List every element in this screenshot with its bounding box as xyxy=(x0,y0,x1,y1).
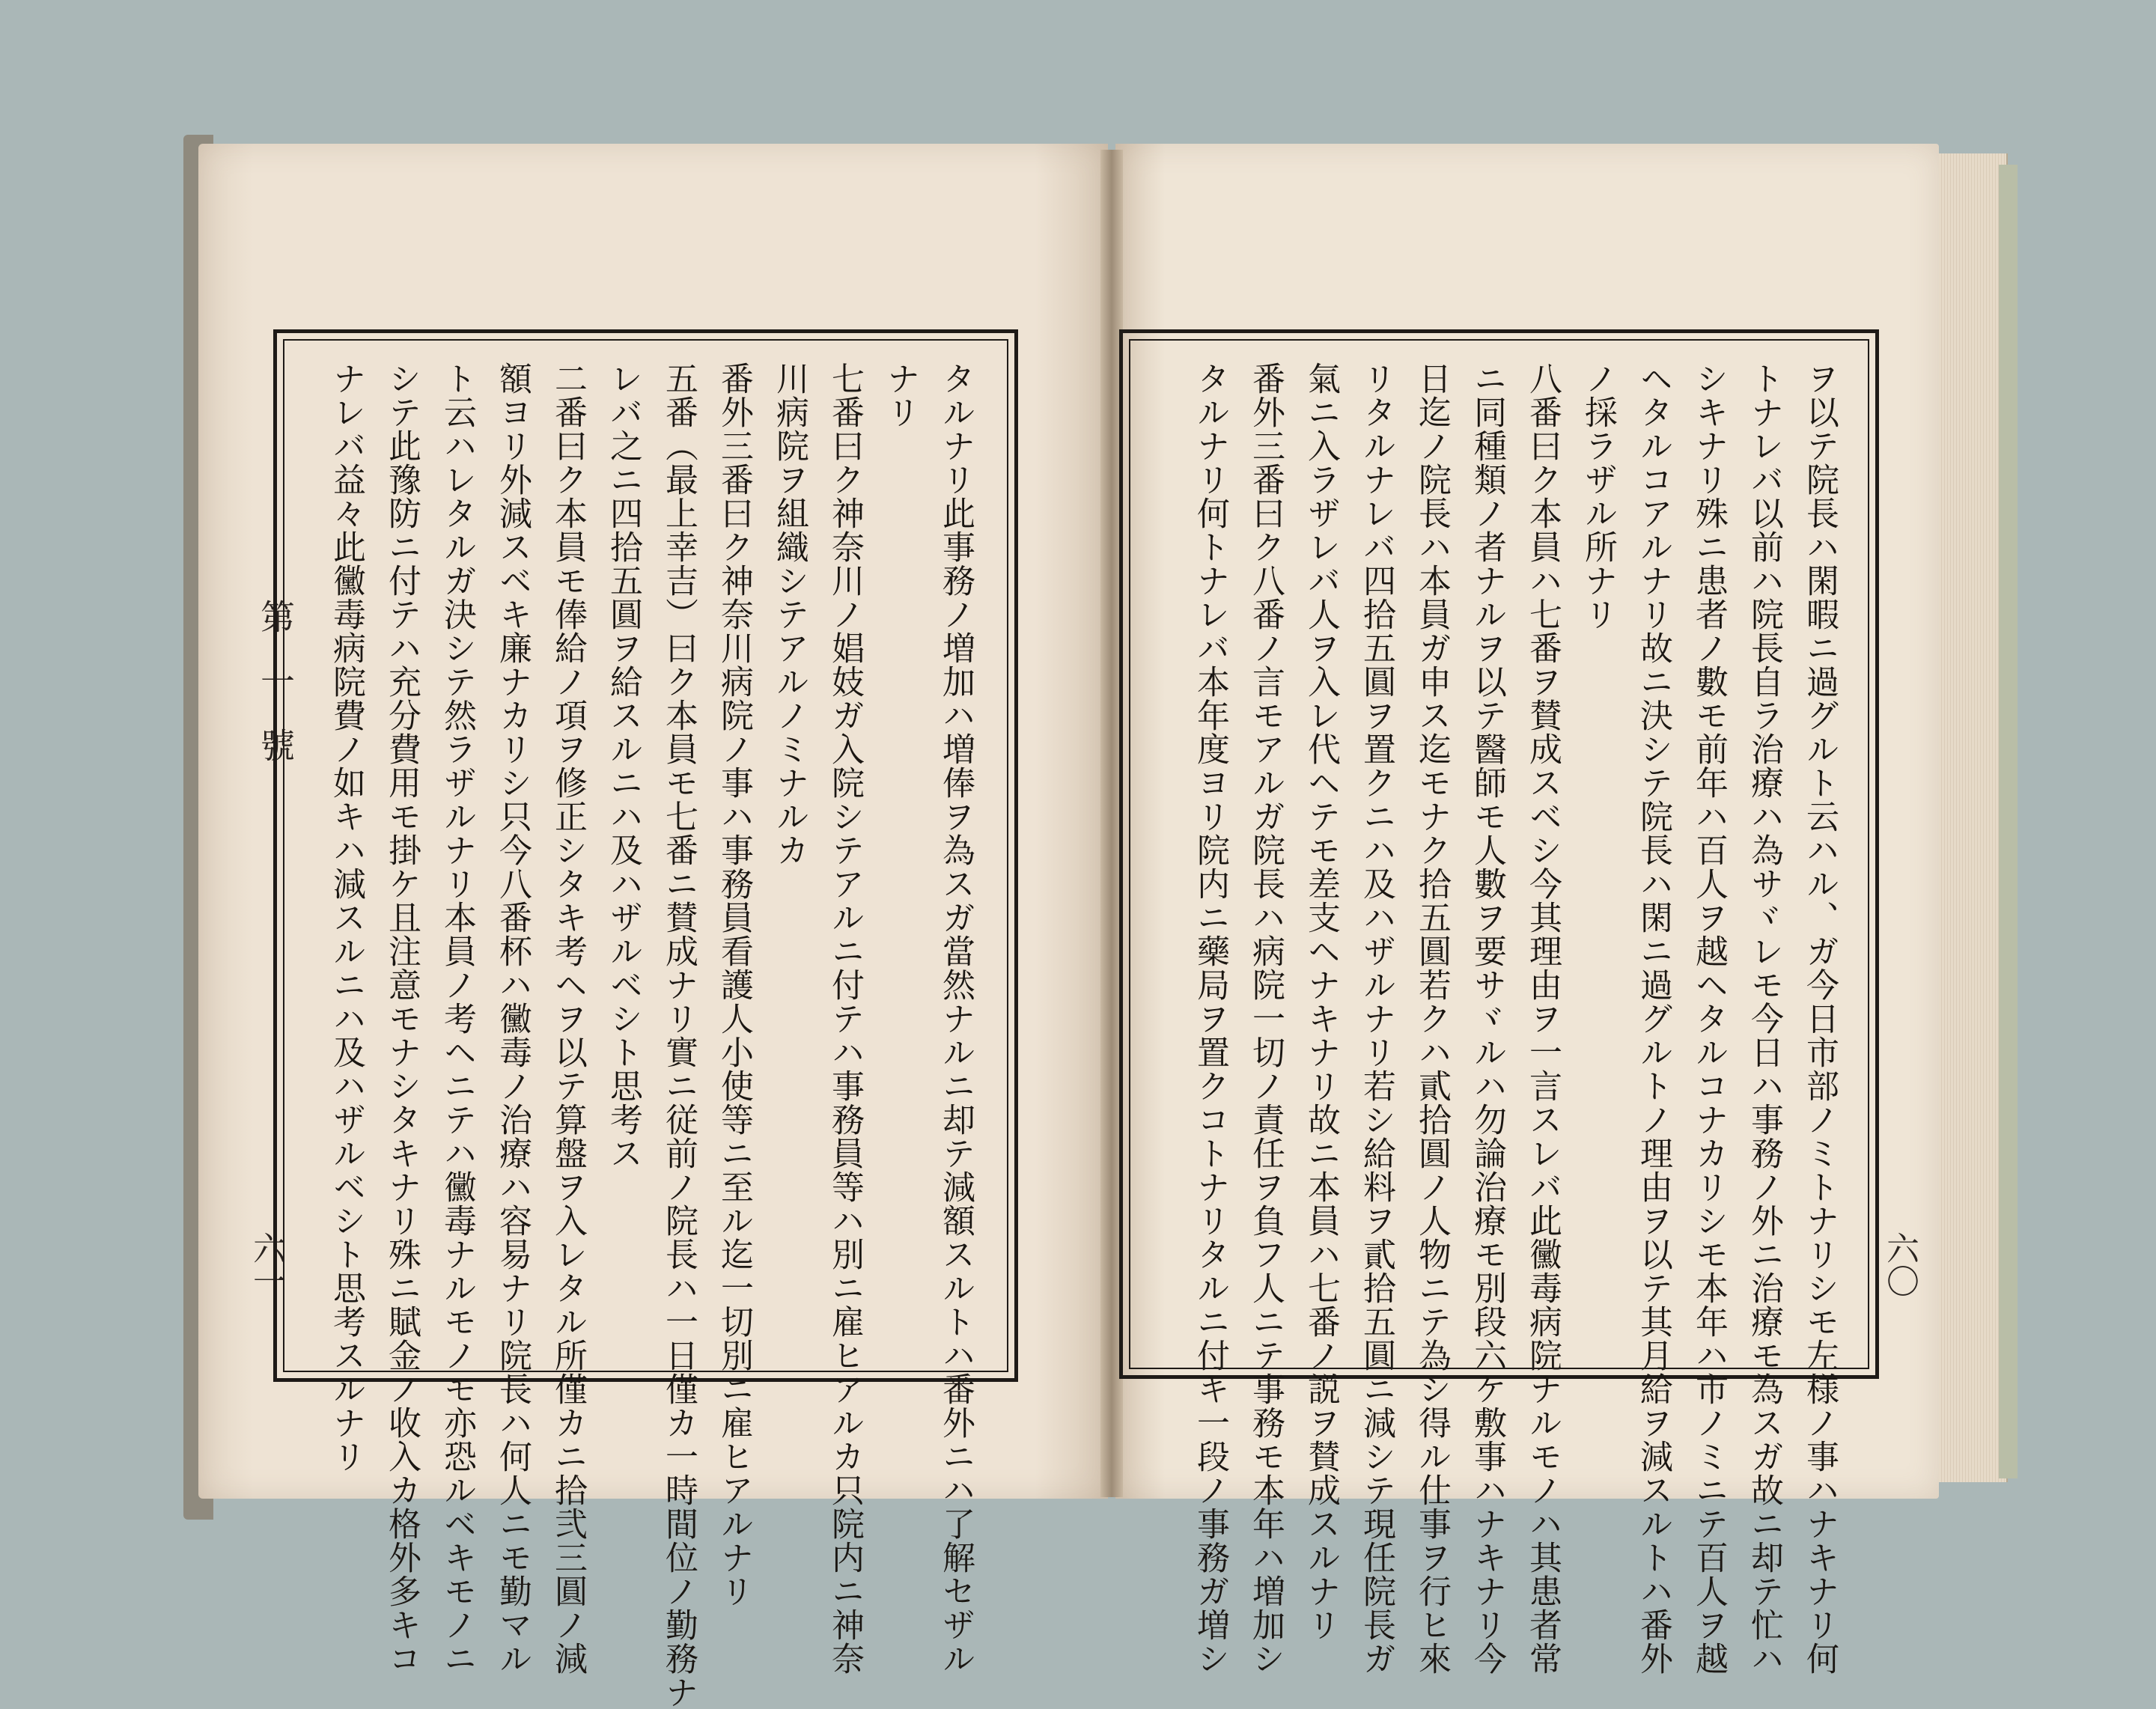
text-line: ニ同種類ノ者ナルヲ以テ醫師モ人數ヲ要サヾルハ勿論治療モ別段六ケ敷事ハナキナリ今 xyxy=(1468,362,1506,1675)
book-cover-right xyxy=(1999,165,2018,1478)
text-line: 額ヨリ外減スベキ廉ナカリシ只今八番杯ハ黴毒ノ治療ハ容易ナリ院長ハ何人ニモ勤マル xyxy=(493,362,532,1675)
page-edges xyxy=(1939,153,2006,1482)
text-line: 川病院ヲ組織シテアルノミナルカ xyxy=(770,362,808,867)
text-line: 八番曰ク本員ハ七番ヲ賛成スベシ今其理由ヲ一言スレバ此黴毒病院ナルモノハ其患者常 xyxy=(1523,362,1562,1675)
text-line: ヲ以テ院長ハ閑暇ニ過グルト云ハル、ガ今日市部ノミトナリシモ左様ノ事ハナキナリ何 xyxy=(1800,362,1839,1675)
text-line: 番外三番曰ク八番ノ言モアルガ院長ハ病院一切ノ責任ヲ負フ人ニテ事務モ本年ハ増加シ xyxy=(1246,362,1285,1675)
left-text-frame xyxy=(273,329,1018,1709)
right-text-block xyxy=(1182,362,1847,1675)
text-line: シテ此豫防ニ付テハ充分費用モ掛ケ且注意モナシタキナリ殊ニ賦金ノ收入カ格外多キコ xyxy=(383,362,421,1675)
right-text-frame xyxy=(1119,329,1879,1675)
text-line: 日迄ノ院長ハ本員ガ申ス迄モナク拾五圓若クハ貳拾圓ノ人物ニテ為シ得ル仕事ヲ行ヒ來 xyxy=(1413,362,1451,1675)
text-line: レバ之ニ四拾五圓ヲ給スルニハ及ハザルベシト思考ス xyxy=(604,362,642,1170)
text-line: 番外三番曰ク神奈川病院ノ事ハ事務員看護人小使等ニ至ル迄一切別ニ雇ヒアルナリ xyxy=(715,362,753,1608)
text-line: タルナリ此事務ノ増加ハ増俸ヲ為スガ當然ナルニ却テ減額スルトハ番外ニハ了解セザル xyxy=(937,362,975,1675)
text-line: トナレバ以前ハ院長自ラ治療ハ為サヾレモ今日ハ事務ノ外ニ治療モ為スガ故ニ却テ忙ハ xyxy=(1745,362,1783,1675)
text-line: 二番曰ク本員モ俸給ノ項ヲ修正シタキ考ヘヲ以テ算盤ヲ入レタル所僅カニ拾弐三圓ノ減 xyxy=(549,362,587,1675)
text-line: ト云ハレタルガ決シテ然ラザルナリ本員ノ考ヘニテハ黴毒ナルモノモ亦恐ルベキモノニ xyxy=(438,362,476,1675)
text-line: リタルナレバ四拾五圓ヲ置クニハ及ハザルナリ若シ給料ヲ貳拾五圓ニ減シテ現任院長ガ xyxy=(1357,362,1395,1675)
left-text-block xyxy=(318,362,983,1709)
text-line: ナレバ益々此黴毒病院費ノ如キハ減スルニハ及ハザルベシト思考スルナリ xyxy=(327,362,365,1473)
text-line: ヘタルコアルナリ故ニ決シテ院長ハ閑ニ過グルトノ理由ヲ以テ其月給ヲ減スルトハ番外 xyxy=(1634,362,1672,1675)
text-line: ナリ xyxy=(881,362,919,429)
text-line: タルナリ何トナレバ本年度ヨリ院内ニ藥局ヲ置クコトナリタルニ付キ一段ノ事務ガ増シ xyxy=(1191,362,1229,1675)
text-line: 氣ニ入ラザレバ人ヲ入レ代ヘテモ差支ヘナキナリ故ニ本員ハ七番ノ説ヲ賛成スルナリ xyxy=(1302,362,1340,1642)
running-title: 第一號 xyxy=(255,599,296,792)
folio-right: 六〇 xyxy=(1881,1231,1919,1297)
text-line: シキナリ殊ニ患者ノ數モ前年ハ百人ヲ越ヘタルコナカリシモ本年ハ市ノミニテ百人ヲ越 xyxy=(1690,362,1728,1675)
open-book xyxy=(183,135,2025,1709)
text-line: 七番曰ク神奈川ノ娼妓ガ入院シテアルニ付テハ事務員等ハ別ニ雇ヒアルカ只院内ニ神奈 xyxy=(826,362,864,1675)
text-line: ノ採ラザル所ナリ xyxy=(1579,362,1617,631)
text-line: 五番（最上幸吉）曰ク本員モ七番ニ賛成ナリ實ニ従前ノ院長ハ一日僅カ一時間位ノ勤務ナ xyxy=(660,362,698,1709)
folio-left: 六一 xyxy=(247,1231,285,1297)
